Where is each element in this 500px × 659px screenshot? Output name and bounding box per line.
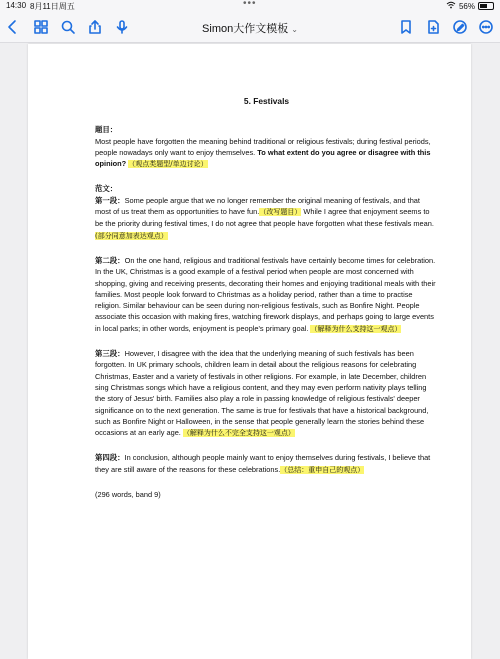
p2-text: On the one hand, religious and traditional festivals have certainly become times for celebration. In the UK, Christmas is a good example of a festival period when people are most concerned with shopping, giving and receiving presents, decorating their homes and enjoying traditional meals with their families. Most people look forward to Christmas as a holiday period, rather than a time to practise religion. Similar behaviour can be seen during non-religious festivals, such as Bonfire Night. People associate this occasion with making fires, watching firework displays, and perhaps going to large events in local parks; in other words, enjoyment is people's primary goal. [95, 255, 436, 333]
p1-text-b: While I agree that enjoyment seems to be the priority during festival times, I do not agree that people have forgotten what these festivals mean. [95, 207, 434, 229]
paragraph-3 [95, 348, 438, 439]
p1-text-a: Some people argue that we no longer remember the original meaning of festivals, and that most of us treat them as opportunities to have fun. [95, 195, 420, 217]
p2-note: （解释为什么支持这一观点） [310, 324, 402, 333]
paragraph-2 [95, 255, 438, 335]
question-bold: To what extent do you agree or disagree with this opinion? [95, 147, 431, 169]
grid-view-icon[interactable] [32, 18, 50, 36]
question-label: 题目： [95, 125, 118, 135]
microphone-icon[interactable] [113, 18, 131, 36]
p3-text: However, I disagree with the idea that the underlying meaning of such festivals has been forgotten. In UK primary schools, children learn in detail about the religious reasons for celebrating Christmas, Easter and a variety of festivals in other religions. For example, in late December, children sing Christmas songs which have a religious content, and they may even perform nativity plays telling the story of Jesus' birth. Families also play a role in passing knowledge of religious festivals' deeper significance on to the next generation. The same is true for festivals that have a historical background, such as Bonfire Night or Halloween, in the sense that people generally learn the stories behind these occasions at an early age. [95, 349, 429, 438]
p3-note: （解释为什么不完全支持这一观点） [182, 429, 295, 438]
p4-label: 第四段： [95, 453, 125, 463]
p4-text: In conclusion, although people mainly want to enjoy themselves during festivals, I believe that they are still aware of the reasons for these celebrations. [95, 453, 431, 474]
status-right [446, 1, 494, 11]
p3-label: 第三段： [95, 349, 125, 359]
multitasking-dots[interactable]: ••• [243, 0, 257, 9]
question-note: （观点类题型/单边讨论） [128, 160, 208, 169]
document-page[interactable] [28, 44, 471, 659]
bookmark-icon[interactable] [397, 18, 415, 36]
battery-percent: 56% [458, 1, 475, 11]
search-icon[interactable] [59, 18, 77, 36]
pen-tool-icon[interactable] [451, 18, 469, 36]
status-date: 8月11日周五 [30, 2, 75, 11]
wifi-icon [446, 1, 456, 11]
question-block [95, 124, 438, 170]
p1-label: 第一段： [95, 195, 125, 205]
status-time: 14:30 [6, 1, 27, 10]
share-icon[interactable] [86, 18, 104, 36]
p4-note: （总结：重申自己的观点） [280, 465, 365, 474]
back-chevron-icon[interactable] [4, 18, 22, 36]
document-title-text: Simon大作文模板 [202, 23, 289, 35]
status-bar [0, 0, 500, 12]
add-page-icon[interactable] [424, 18, 442, 36]
word-count-footer: (296 words, band 9) [95, 490, 161, 500]
p1-note-b: (部分同意加表达观点） [95, 231, 168, 240]
toolbar [0, 12, 500, 43]
question-text: Most people have forgotten the meaning behind traditional or religious festivals; during festival periods, people nowadays only want to enjoy themselves. [95, 136, 431, 157]
p2-label: 第二段： [95, 255, 125, 265]
essay-title: 5. Festivals [243, 96, 290, 106]
more-options-icon[interactable] [477, 18, 495, 36]
document-title[interactable] [190, 20, 310, 36]
chevron-down-icon[interactable]: ⌄ [291, 25, 298, 34]
p1-note-a: （改写题目） [259, 208, 302, 217]
document-content [95, 96, 438, 500]
paragraph-1 [95, 183, 438, 241]
model-essay-label: 范文： [95, 184, 118, 194]
paragraph-4 [95, 452, 438, 476]
battery-icon [478, 2, 494, 10]
